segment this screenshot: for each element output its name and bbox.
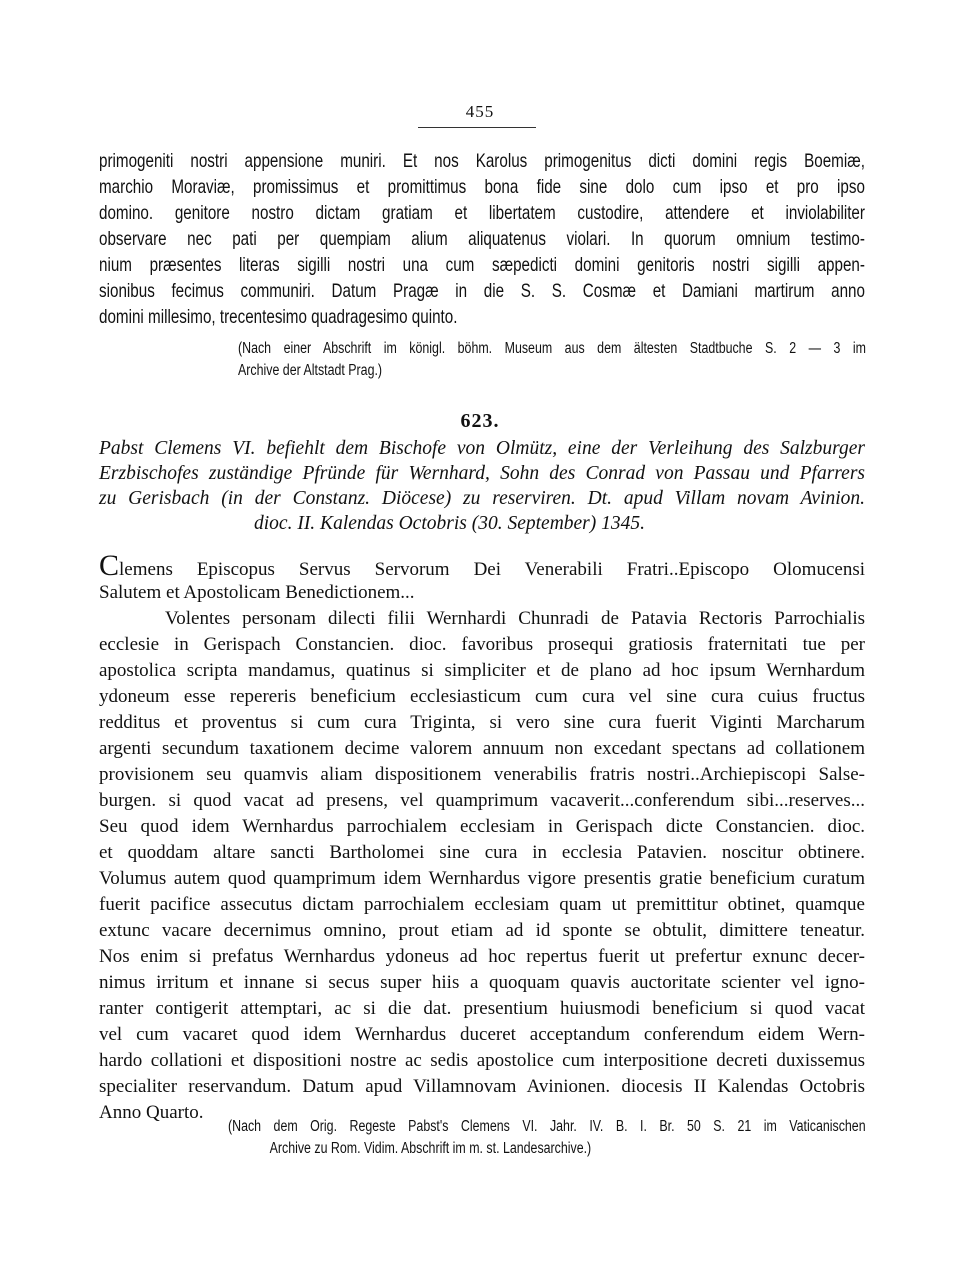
text-line: Salutem et Apostolicam Benedictionem... — [99, 582, 415, 603]
source-note-line: (Nach dem Orig. Regeste Pabst's Clemens VI. Jahr. IV. B. I. Br. 50 S. 21 im Vaticanischen — [228, 1118, 866, 1135]
heading-line: Pabst Clemens VI. befiehlt dem Bischofe von Olmütz, eine der Verleihung des Salzburger — [99, 438, 865, 459]
text-line: provisionem seu quamvis aliam dispositionem venerabilis fratris nostri..Archiepiscopi Salse- — [99, 764, 865, 785]
source-note-line: Archive der Altstadt Prag.) — [238, 362, 383, 379]
heading-line: Erzbischofes zuständige Pfründe für Wernhard, Sohn des Conrad von Passau und Pfarrers — [99, 463, 865, 484]
continuation-paragraph — [99, 150, 865, 340]
document-heading — [99, 438, 865, 548]
text-line: hardo collationi et dispositioni nostre ac sedis apostolice cum interpositione decreti duxissemus — [99, 1050, 865, 1071]
text-line: extunc vacare decernimus omnino, prout etiam ad id sponte se obtulit, dimittere teneatur. — [99, 920, 865, 941]
text-line: Seu quod idem Wernhardus parrochialem ecclesiam in Gerispach dicte Constancien. dioc. — [99, 816, 865, 837]
text-line: ydoneum esse repereris beneficium ecclesiasticum cum cura vel sine cura cuius fructus — [99, 686, 865, 707]
text-line: observare nec pati per quempiam alium aliquatenus violari. In quorum omnium testimo- — [99, 228, 865, 250]
document-number: 623. — [460, 410, 500, 432]
source-note-line: Archive zu Rom. Vidim. Abschrift im m. st. Landesarchive.) — [269, 1140, 592, 1157]
document-body — [99, 549, 865, 1123]
text-line: Volumus autem quod quamprimum idem Wernhardus vigore presentis gratie beneficium curatum — [99, 868, 865, 889]
dropcap-initial: C — [99, 549, 120, 582]
text-line: apostolica scripta mandamus, quatinus si simpliciter et de plano ad hoc ipsum Wernhardum — [99, 660, 865, 681]
text-line: marchio Moraviæ, promissimus et promittimus bona fide sine dolo cum ipso et pro ipso — [99, 176, 865, 198]
header-rule — [418, 127, 536, 128]
text-line: argenti secundum taxationem decime valorem annuum non excedant spectans ad collationem — [99, 738, 865, 759]
text-line: sionibus fecimus communiri. Datum Pragæ in die S. S. Cosmæ et Damiani martirum anno — [99, 280, 865, 302]
text-line: ranter contigerit attemptari, ac si die dat. presentium huiusmodi beneficium si quod vacat — [99, 998, 865, 1019]
page-number: 455 — [465, 102, 495, 121]
text-line: Volentes personam dilecti filii Wernhardi Chunradi de Patavia Rectoris Parrochialis — [165, 608, 865, 629]
text-line: domino. genitore nostro dictam gratiam et libertatem custodire, attendere et inviolabiliter — [99, 202, 865, 224]
text-line: domini millesimo, trecentesimo quadragesimo quinto. — [99, 306, 458, 328]
text-line: redditus et proventus si cum cura Triginta, si vero sine cura fuerit Viginti Marcharum — [99, 712, 865, 733]
text-line: ecclesie in Gerispach Constancien. dioc. favoribus prosequi gratiosis fraternitati tue per — [99, 634, 865, 655]
text-line: nium præsentes literas sigilli nostri una cum sæpedicti domini genitoris nostri sigilli appen- — [99, 254, 865, 276]
text-line: vel cum vacaret quod idem Wernhardus duceret acceptandum conferendum eidem Wern- — [99, 1024, 865, 1045]
text-line: nimus irritum et innane si secus super hiis a quoquam quavis auctoritate scienter vel igno- — [99, 972, 865, 993]
source-note-line: (Nach einer Abschrift im königl. böhm. Museum aus dem ältesten Stadtbuche S. 2 — 3 im — [238, 340, 866, 357]
text-line-first — [99, 549, 865, 582]
text-line: Anno Quarto. — [99, 1102, 204, 1123]
text-line: et quoddam altare sancti Bartholomei sine cura in ecclesia Patavien. noscitur obtinere. — [99, 842, 865, 863]
heading-line: dioc. II. Kalendas Octobris (30. September) 1345. — [254, 513, 646, 534]
first-line-text: lemens Episcopus Servus Servorum Dei Venerabili Fratri..Episcopo Olomucensi — [119, 559, 865, 580]
text-line: burgen. si quod vacat ad presens, vel quamprimum vacaverit...conferendum sibi...reserves... — [99, 790, 865, 811]
text-line: specialiter reservandum. Datum apud Villamnovam Avinionen. diocesis II Kalendas Octobris — [99, 1076, 865, 1097]
text-line: primogeniti nostri appensione muniri. Et nos Karolus primogenitus dicti domini regis Boemiæ, — [99, 150, 865, 172]
heading-line: zu Gerisbach (in der Constanz. Diöcese) zu reserviren. Dt. apud Villam novam Avinion. — [99, 488, 865, 509]
text-line: fuerit pacifice assecutus dictam parrochialem ecclesiam quam ut premittitur obtinet, quamque — [99, 894, 865, 915]
text-line: Nos enim si prefatus Wernhardus ydoneus ad hoc repertus fuerit ut prefertur exnunc decer- — [99, 946, 865, 967]
